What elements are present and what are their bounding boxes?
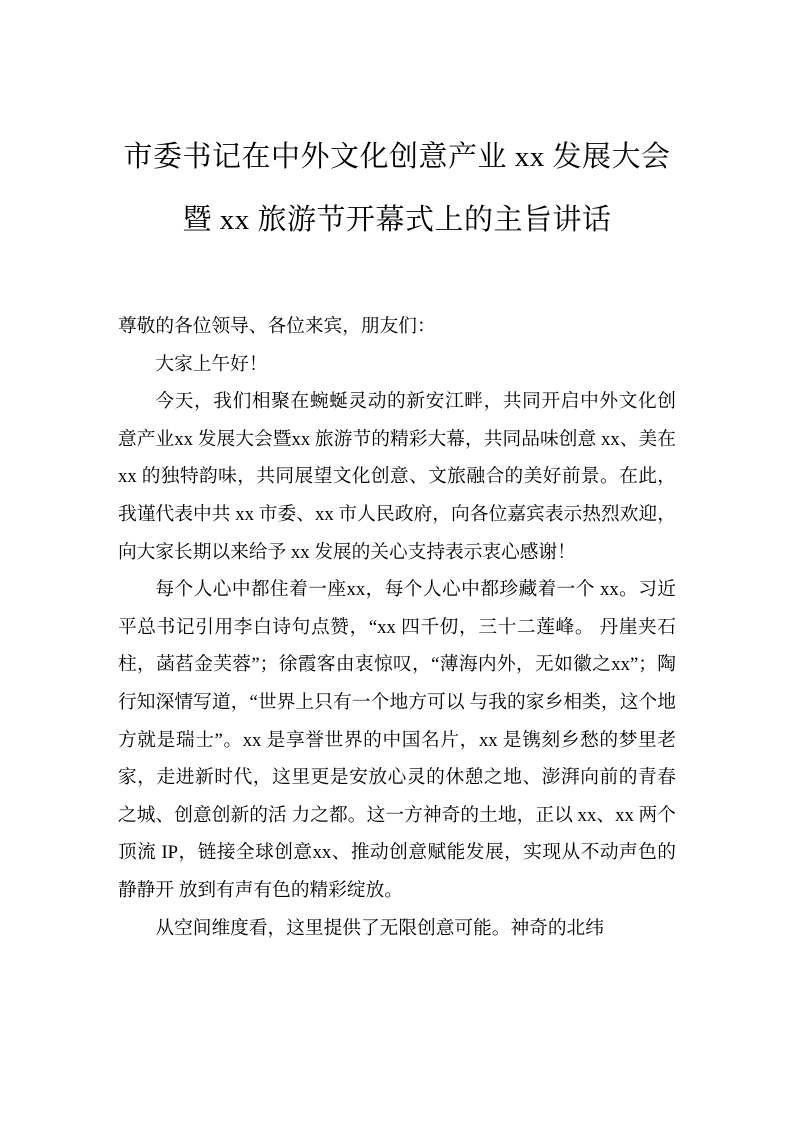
document-title-line-2: 暨 xx 旅游节开幕式上的主旨讲话 (182, 204, 612, 236)
paragraph-body: 每个人心中都住着一座xx，每个人心中都珍藏着一个 xx。习近平总书记引用李白诗句点赞，“xx 四千仞，三十二莲峰。 丹崖夹石柱，菡萏金芙蓉”；徐霞客由衷惊叹，“薄海内外，无如徽之xx”；陶行知深情写道，“世界上只有一个地方可以 与我的家乡相类，这个地方就是瑞士”。xx 是享誉世界的中国名片，xx 是镌刻乡愁的梦里老家，走进新时代，这里更是安放心灵的休憩之地、澎湃向前的青春之城、创意创新的活 力之都。这一方神奇的土地，正以 xx、xx 两个顶流 IP，链接全球创意xx、推动创意赋能发展，实现从不动声色的静静开 放到有声有色的精彩绽放。 (118, 579, 676, 901)
document-body (118, 308, 676, 947)
document-title (118, 126, 676, 252)
paragraph-salutation: 尊敬的各位领导、各位来宾，朋友们： (118, 316, 436, 337)
paragraph-opening: 今天，我们相聚在蜿蜒灵动的新安江畔，共同开启中外文化创意产业xx 发展大会暨xx 旅游节的精彩大幕，共同品味创意 xx、美在 xx 的独特韵味，共同展望文化创意、文旅融合的美好前景。在此，我谨代表中共 xx 市委、xx 市人民政府，向各位嘉宾表示热烈欢迎，向大家长期以来给予 xx 发展的关心支持表示衷心感谢！ (118, 391, 676, 563)
paragraph-greeting: 大家上午好！ (155, 353, 268, 375)
paragraph-space-dimension: 从空间维度看，这里提供了无限创意可能。神奇的北纬 (155, 917, 604, 939)
document-title-line-1: 市委书记在中外文化创意产业 xx 发展大会 (123, 141, 671, 173)
